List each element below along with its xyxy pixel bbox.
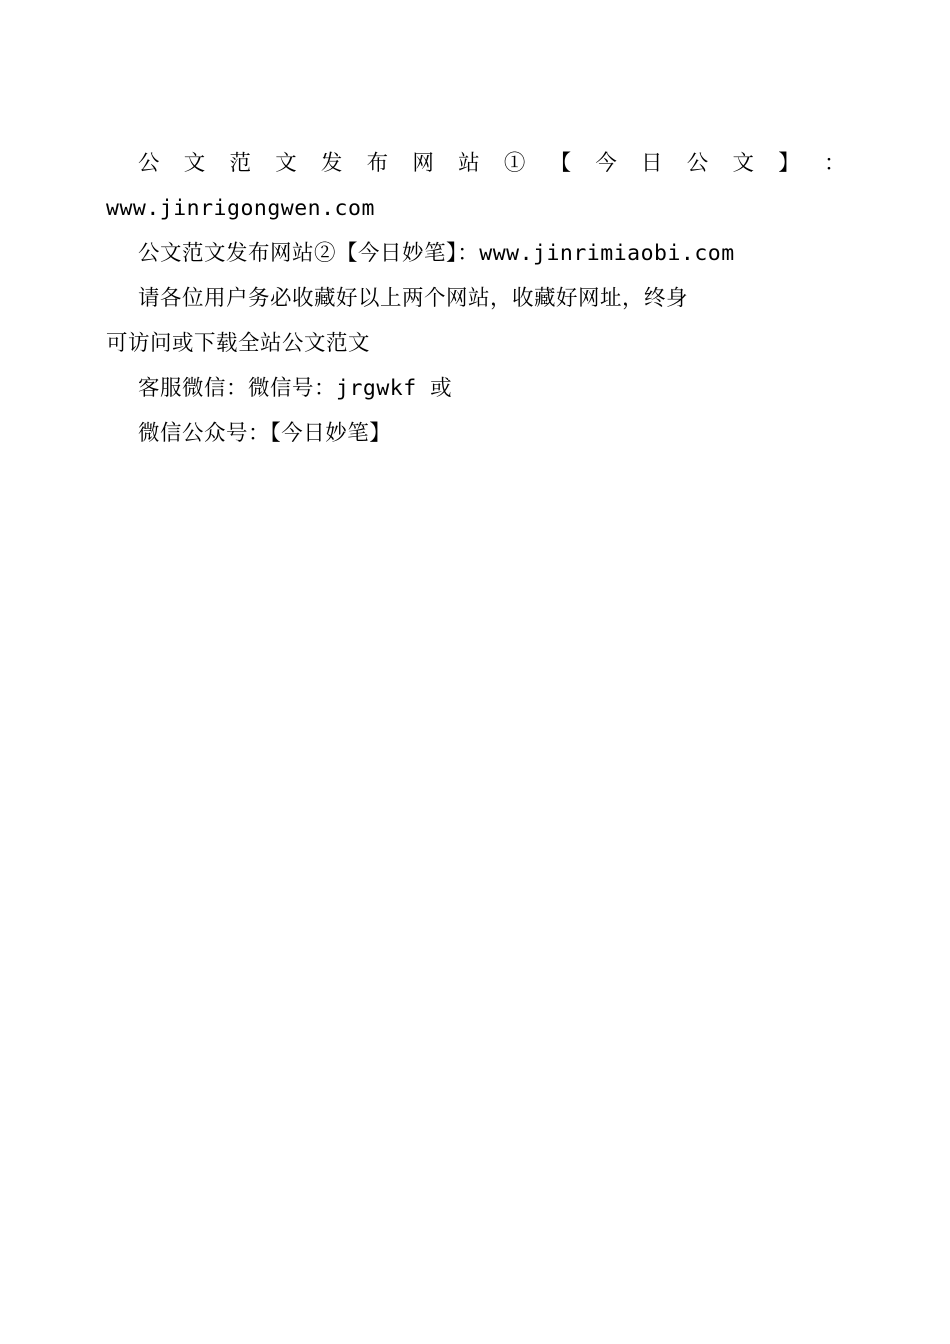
website1-url-line: www.jinrigongwen.com [106,196,375,221]
document-body [106,141,846,456]
wechat-public-account-line: 微信公众号：【今日妙笔】 [138,421,392,446]
website1-heading-line: 公 文 范 文 发 布 网 站 ① 【 今 日 公 文 】 ： [138,151,846,176]
notice-line-2: 可访问或下载全站公文范文 [106,331,371,356]
wechat-contact-line: 客服微信：微信号：jrgwkf 或 [138,376,453,401]
notice-line-1: 请各位用户务必收藏好以上两个网站，收藏好网址，终身 [138,286,689,311]
website2-line: 公文范文发布网站②【今日妙笔】：www.jinrimiaobi.com [138,241,735,266]
